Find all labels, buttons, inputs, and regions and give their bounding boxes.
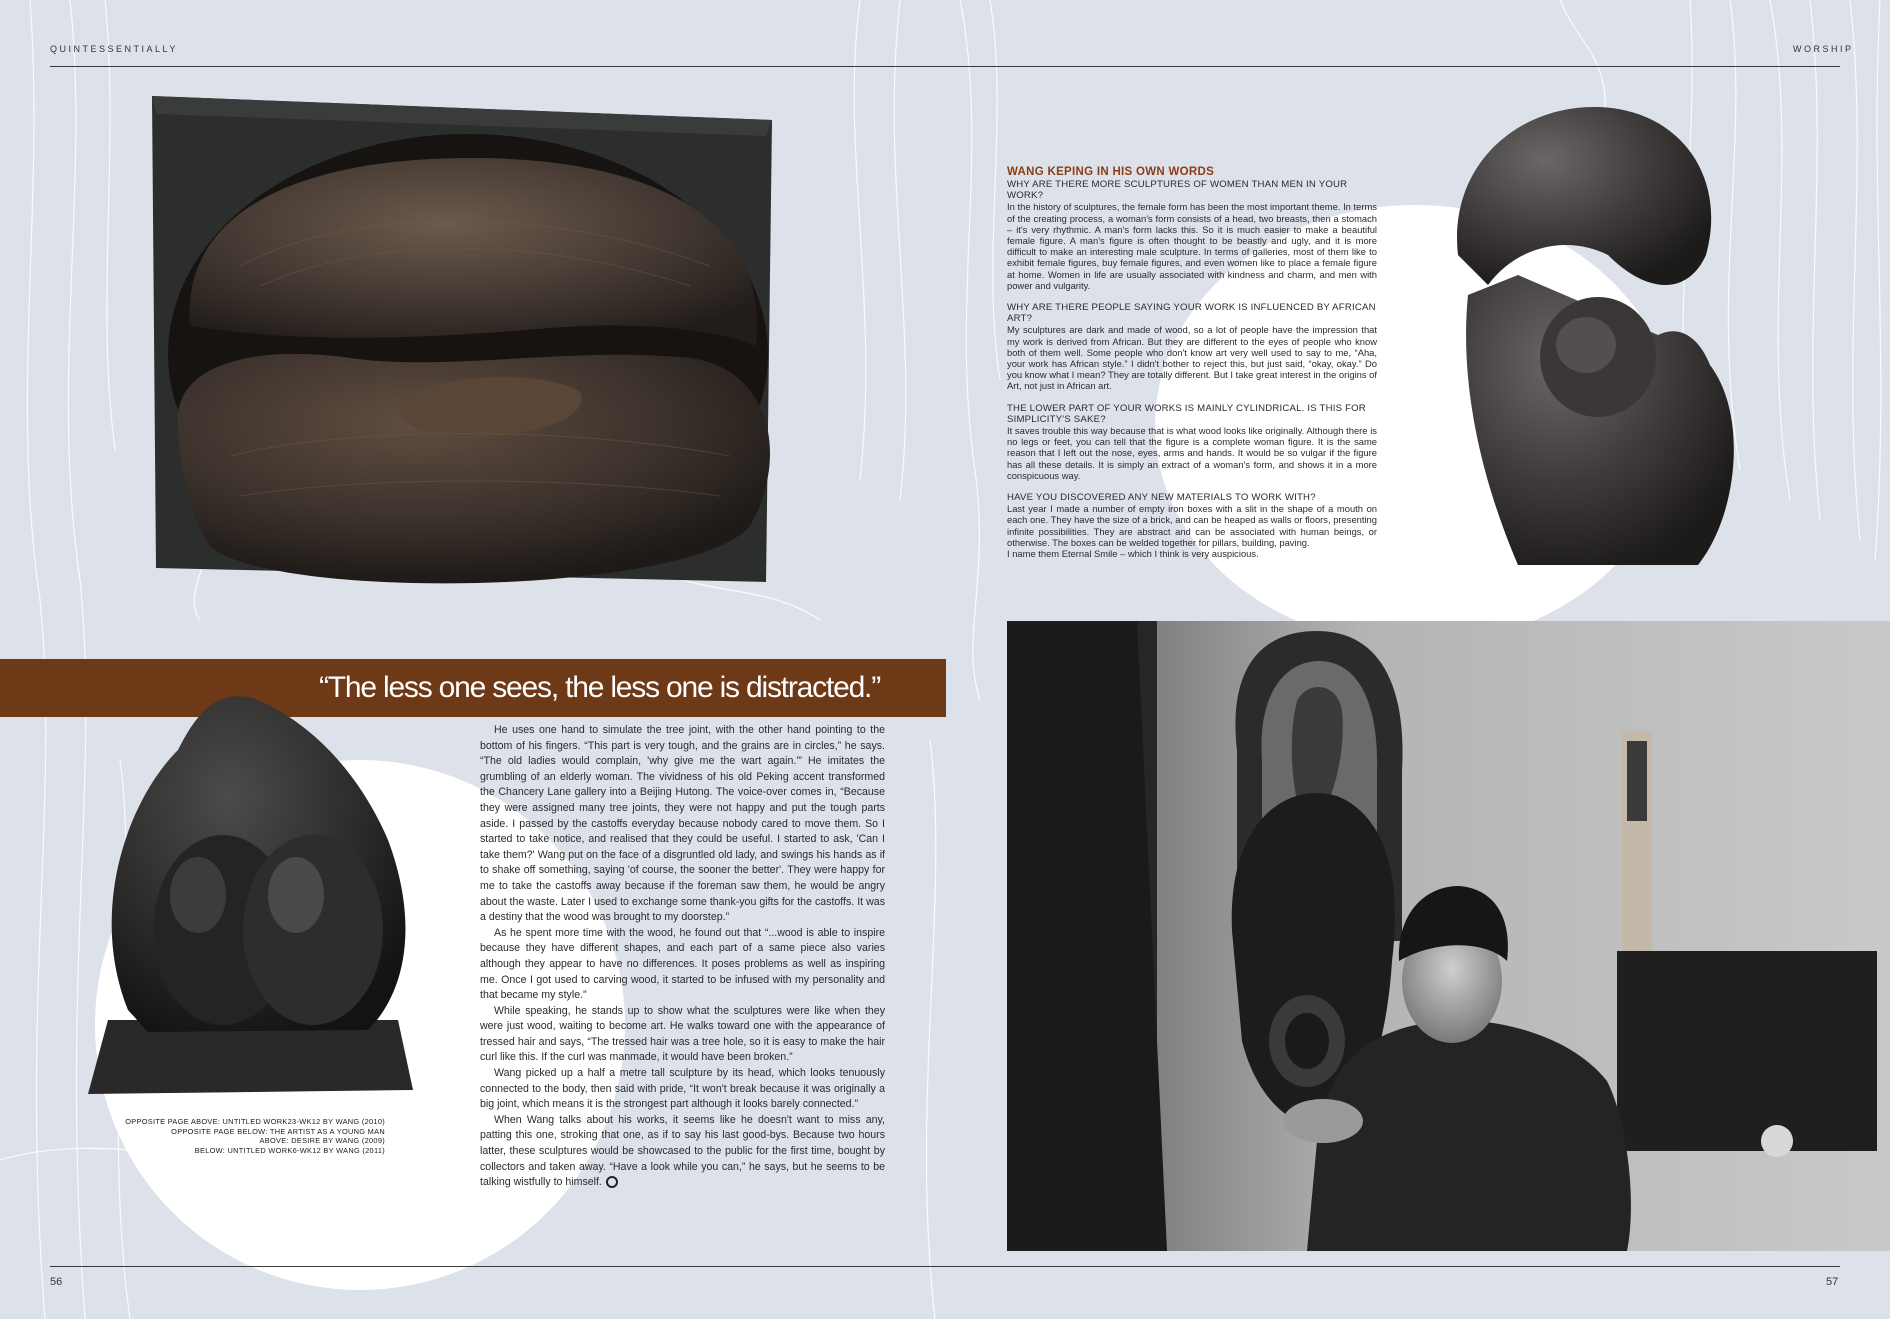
top-rule <box>50 66 1840 67</box>
interview-question: WHY ARE THERE MORE SCULPTURES OF WOMEN THAN MEN IN YOUR WORK? <box>1007 179 1348 202</box>
article-paragraph: He uses one hand to simulate the tree joint, with the other hand pointing to the bottom of his fingers. “This part is very tough, and the grains are in circles,” he says. “The old ladies would complain, 'why give me the wart again.'” He imitates the grumbling of an elderly woman. The vividness of his old Peking accent transformed the Chancery Lane gallery into a Beijing Hutong. The voice-over comes in, “Because they were assigned many tree joints, they were not happy and put the tough parts aside. I passed by the castoffs everyday because nobody cared to move them. So I started to take notice, and realised that they could be useful. I started to ask, 'Can I take them?' Wang put on the face of a disgruntled old lady, and swings his hands as if to shake off something, saying 'of course, the sooner the better'. They were happy for me to take the castoffs away because if the foreman saw them, he would be angry about the waste. Later I used to exchange some thank-you gifts for the castoffs. It was a destiny that the wood was brought to my doorstep.” <box>480 724 885 924</box>
caption-line: BELOW: UNTITLED WORK6-WK12 BY WANG (2011) <box>194 1145 385 1155</box>
article-paragraph-text: When Wang talks about his works, it seems like he doesn't want to miss any, patting this one, stroking that one, as if to say his last good-bys. Because two hours latter, these sculptures would be showcased to the public for the first time, bought by collectors and taken away. “Have a look while you can,” he says, but he seems to be talking wistfully to himself. <box>480 1113 885 1189</box>
interview-question: THE LOWER PART OF YOUR WORKS IS MAINLY CYLINDRICAL. IS THIS FOR SIMPLICITY'S SAKE? <box>1007 402 1366 425</box>
interview-answer: Last year I made a number of empty iron boxes with a slit in the shape of a mouth on each one. They have the size of a brick, and can be heaped as walls or floors, presenting infinite possibilities. They are abstract and can be associated with human beings, or otherwise. The boxes can be welded together for pillars, building, paving. <box>1007 503 1377 548</box>
bottom-rule <box>50 1266 1840 1267</box>
artist-photo <box>1007 621 1890 1251</box>
interview-question: WHY ARE THERE PEOPLE SAYING YOUR WORK IS INFLUENCED BY AFRICAN ART? <box>1007 302 1376 325</box>
page-number-right: 57 <box>1826 1276 1839 1288</box>
artist-photo-illustration <box>1007 621 1890 1251</box>
article-paragraph <box>480 1113 885 1191</box>
caption-line: OPPOSITE PAGE BELOW: THE ARTIST AS A YOUNG MAN <box>171 1126 385 1136</box>
interview-answer: My sculptures are dark and made of wood, so a lot of people have the impression that my work is derived from African. But they are different to the eyes of people who know both of them well. Some people who don't know art very well used to say to me, “Aha, your work has African style.” I didn't bother to reject this, but just said, “okay, okay.” Do you know what I mean? They are totally different. But I take great interest in the origins of Art, not just in African art. <box>1007 324 1377 392</box>
interview-closing-line: I name them Eternal Smile – which I think is very auspicious. <box>1007 548 1259 560</box>
photo-captions <box>100 1117 385 1155</box>
sculpture-untitled-work6-image <box>68 690 438 1120</box>
sculpture-desire-image <box>1448 95 1748 575</box>
article-body <box>480 723 885 1191</box>
interview-title: WANG KEPING IN HIS OWN WORDS <box>1007 166 1215 178</box>
article-paragraph: While speaking, he stands up to show what the sculptures were like when they were just wood, waiting to become art. He walks toward one with the appearance of tressed hair and says, “The tressed hair was a tree hole, so it is easy to make the hair curl like this. If the curl was manmade, it would have been broken.” <box>480 1004 885 1064</box>
caption-line: OPPOSITE PAGE ABOVE: UNTITLED WORK23-WK12 BY WANG (2010) <box>125 1117 385 1126</box>
running-head-right: WORSHIP <box>1793 44 1854 54</box>
pull-quote-text: “The less one sees, the less one is distracted.” <box>318 671 880 704</box>
interview-sidebar <box>1007 166 1377 559</box>
caption-line: ABOVE: DESIRE BY WANG (2009) <box>259 1136 385 1146</box>
interview-answer: It saves trouble this way because that is what wood looks like originally. Although there is no legs or feet, you can tell that the figure is a complete woman figure. It is the same reason that I left out the nose, eyes, arms and hands. It would be so vulgar if the figure has all these details. It is simply an extract of a woman's form, and shows it in a more conspicuous way. <box>1007 425 1377 481</box>
interview-question: HAVE YOU DISCOVERED ANY NEW MATERIALS TO WORK WITH? <box>1007 492 1316 504</box>
end-of-article-icon <box>606 1176 618 1188</box>
running-head-left: QUINTESSENTIALLY <box>50 44 178 54</box>
sculpture-untitled-work23-image <box>150 96 790 616</box>
article-paragraph: Wang picked up a half a metre tall sculpture by its head, which looks tenuously connected to the body, then said with pride, “It won't break because it was originally a big joint, which means it is the strongest part although it looks barely connected.” <box>480 1067 885 1111</box>
article-paragraph: As he spent more time with the wood, he found out that “...wood is able to inspire because they have different shapes, and each part of a same piece also varies although they appear to have no differences. It poses problems as well as inspiring me. Once I got used to carving wood, it started to be infused with my personality and that became my style.” <box>480 926 885 1002</box>
page-number-left: 56 <box>50 1276 63 1288</box>
interview-answer: In the history of sculptures, the female form has been the most important theme. In terms of the creating process, a woman's form consists of a head, two breasts, then a stomach – it's very rhythmic. A man's form lacks this. So it is much easier to make a beautiful female figure. A man's figure is often thought to be beastly and ugly, and it is more difficult to make an interesting male sculpture. In terms of galleries, most of them like to exhibit female figures, buy female figures, and even women like to place a female figure at home. Women in life are usually associated with kindness and charm, and men with power and vulgarity. <box>1007 201 1377 291</box>
